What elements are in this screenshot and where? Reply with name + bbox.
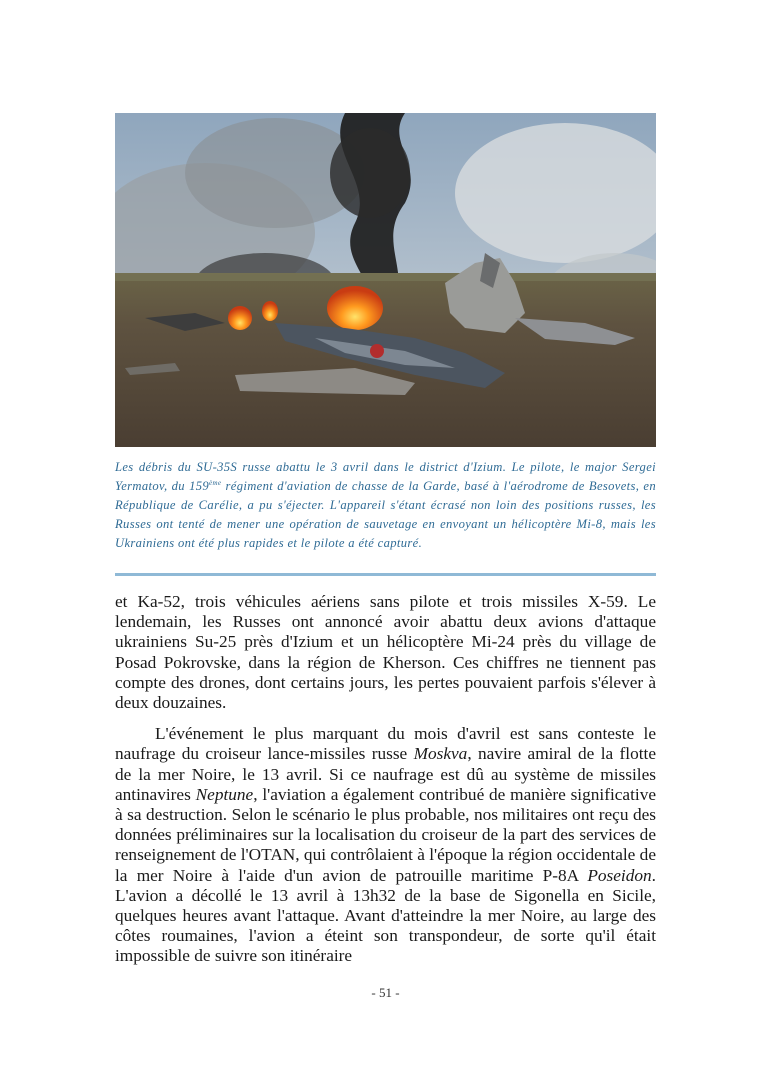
paragraph-1: et Ka-52, trois véhicules aériens sans pilote et trois missiles X-59. Le lendemain, les Russes ont annoncé avoir abattu deux avions d'attaque ukrainiens Su-25 près d'Izium et un hélicoptère Mi-24 près du village de Posad Pokrovske, dans la région de Kherson. Ces chiffres ne tiennent pas compte des drones, dont certains jours, les pertes pouvaient parfois s'élever à deux douzaines.: [115, 592, 656, 713]
ship-name-moskva: Moskva: [413, 744, 468, 764]
caption-superscript: ème: [209, 478, 222, 487]
caption-text-start: Les débris du SU-35S russe abattu le 3 avril dans le district d'Izium. Le pilote, le major Sergei Yermatov, du 159: [115, 460, 656, 493]
photo-caption: [115, 458, 656, 553]
aircraft-name-poseidon: Poseidon: [587, 865, 652, 885]
missile-name-neptune: Neptune: [195, 784, 254, 804]
debris-photo: [115, 113, 656, 447]
caption-text-end: régiment d'aviation de chasse de la Garde, basé à l'aérodrome de Besovets, en République de Carélie, a pu s'éjecter. L'appareil s'étant écrasé non loin des positions russes, les Russes ont tenté de mener une opération de sauvetage en envoyant un hélicoptère Mi-8, mais les Ukrainiens ont été plus rapides et le pilote a été capturé.: [115, 479, 656, 550]
section-divider: [115, 573, 656, 576]
page-number: - 51 -: [371, 985, 400, 1000]
paragraph-2: L'événement le plus marquant du mois d'avril est sans conteste le naufrage du croiseur lance-missiles russe Moskva, navire amiral de la flotte de la mer Noire, le 13 avril. Si ce naufrage est dû au système de missiles antinavires Neptune, l'aviation a également contribué de manière significative à sa destruction. Selon le scénario le plus probable, nos militaires ont reçu des données préliminaires sur la localisation du croiseur de la part des services de renseignement de l'OTAN, qui contrôlaient à l'époque la région occidentale de la mer Noire à l'aide d'un avion de patrouille maritime P-8A Poseidon. L'avion a décollé le 13 avril à 13h32 de la base de Sigonella en Sicile, quelques heures avant l'attaque. Avant d'atteindre la mer Noire, au large des côtes roumaines, l'avion a éteint son transpondeur, de sorte qu'il était impossible de suivre son itinéraire: [115, 724, 657, 966]
body-text: [115, 592, 656, 967]
